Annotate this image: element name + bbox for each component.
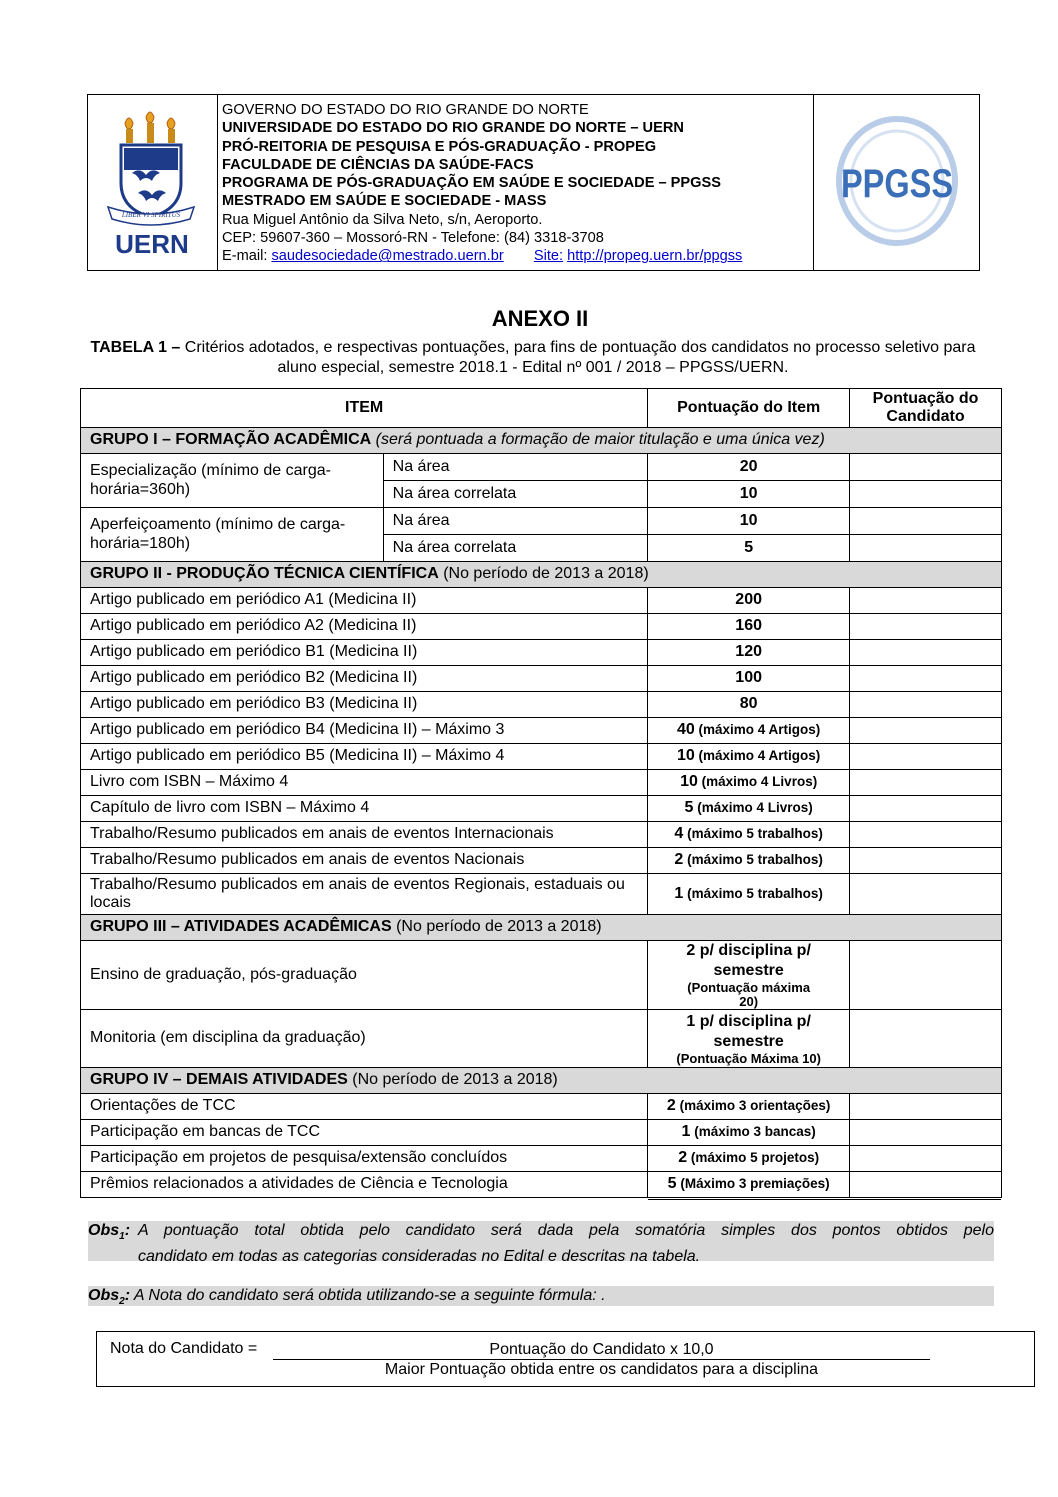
table-row bbox=[81, 454, 1002, 481]
row-item: Trabalho/Resumo publicados em anais de eventos Internacionais bbox=[81, 822, 648, 848]
row-points-note: (máximo 4 Artigos) bbox=[694, 722, 821, 738]
row-item: Capítulo de livro com ISBN – Máximo 4 bbox=[81, 796, 648, 822]
row-points-note: (máximo 4 Livros) bbox=[697, 774, 818, 790]
row-points-value: 200 bbox=[735, 591, 762, 609]
row-points-note: (máximo 3 orientações) bbox=[675, 1098, 831, 1114]
col-header-item: ITEM bbox=[81, 389, 648, 428]
row-item: Especialização (mínimo de carga-horária=360h) bbox=[81, 454, 384, 508]
obs2-text: A Nota do candidato será obtida utilizando-se a seguinte fórmula: . bbox=[130, 1287, 606, 1304]
email-link[interactable]: saudesociedade@mestrado.uern.br bbox=[271, 248, 504, 265]
table-row bbox=[81, 588, 1002, 614]
table-row bbox=[81, 1010, 1002, 1068]
caption-lead: TABELA 1 – bbox=[90, 339, 181, 356]
group-row bbox=[81, 562, 1002, 588]
obs2-sub: 2 bbox=[119, 1296, 125, 1308]
row-points-value: 120 bbox=[735, 643, 762, 661]
row-points bbox=[648, 744, 850, 770]
group-title: GRUPO I – FORMAÇÃO ACADÊMICA bbox=[90, 431, 372, 449]
row-points-note: (máximo 5 projetos) bbox=[687, 1150, 820, 1166]
header-line-3: PRÓ-REITORIA DE PESQUISA E PÓS-GRADUAÇÃO - PROPEG bbox=[222, 138, 657, 155]
obs1-line2: candidato em todas as categorias consideradas no Edital e descritas na tabela. bbox=[138, 1248, 701, 1266]
row-points-note: (máximo 3 bancas) bbox=[690, 1124, 816, 1140]
candidate-score-cell[interactable] bbox=[850, 692, 1002, 718]
group4-body bbox=[81, 1094, 1002, 1198]
candidate-score-cell[interactable] bbox=[850, 796, 1002, 822]
group-note: (No período de 2013 a 2018) bbox=[438, 565, 649, 583]
scoring-table bbox=[80, 388, 1002, 1198]
row-points-value: 2 p/ disciplina p/ semestre bbox=[686, 942, 811, 979]
table-row bbox=[81, 666, 1002, 692]
table-row bbox=[81, 508, 1002, 535]
obs1-line1: A pontuação total obtida pelo candidato será dada pela somatória simples dos pontos obtidos pelo bbox=[138, 1222, 994, 1239]
row-points bbox=[648, 1120, 850, 1146]
ppgss-logo-cell bbox=[814, 95, 979, 270]
row-points-value: 100 bbox=[735, 669, 762, 687]
table-row bbox=[81, 848, 1002, 874]
row-points-note: (máximo 4 Artigos) bbox=[694, 748, 821, 764]
header-line-2: UNIVERSIDADE DO ESTADO DO RIO GRANDE DO NORTE – UERN bbox=[222, 120, 684, 137]
row-points bbox=[648, 1094, 850, 1120]
obs1-sub: 1 bbox=[119, 1231, 125, 1243]
row-points-value: 5 bbox=[667, 1175, 677, 1193]
row-item: Participação em projetos de pesquisa/extensão concluídos bbox=[81, 1146, 648, 1172]
table-row bbox=[81, 692, 1002, 718]
candidate-score-cell[interactable] bbox=[850, 941, 1002, 1010]
group3-body bbox=[81, 941, 1002, 1068]
header-line-7: Rua Miguel Antônio da Silva Neto, s/n, Aeroporto. bbox=[222, 211, 543, 228]
row-points bbox=[648, 640, 850, 666]
table-row bbox=[81, 796, 1002, 822]
table-row bbox=[81, 874, 1002, 915]
row-points: 5 bbox=[648, 535, 850, 562]
row-points-value: 2 bbox=[674, 851, 684, 869]
candidate-score-cell[interactable] bbox=[850, 614, 1002, 640]
candidate-score-cell[interactable] bbox=[850, 1094, 1002, 1120]
formula-lhs: Nota do Candidato = bbox=[110, 1340, 258, 1357]
candidate-score-cell[interactable] bbox=[850, 874, 1002, 915]
row-item: Artigo publicado em periódico A1 (Medicina II) bbox=[81, 588, 648, 614]
row-item: Artigo publicado em periódico B1 (Medicina II) bbox=[81, 640, 648, 666]
row-item: Monitoria (em disciplina da graduação) bbox=[81, 1010, 648, 1068]
group-title: GRUPO IV – DEMAIS ATIVIDADES bbox=[90, 1071, 348, 1089]
candidate-score-cell[interactable] bbox=[850, 822, 1002, 848]
row-item: Prêmios relacionados a atividades de Ciência e Tecnologia bbox=[81, 1172, 648, 1198]
header-line-4: FACULDADE DE CIÊNCIAS DA SAÚDE-FACS bbox=[222, 156, 534, 173]
row-points-value: 10 bbox=[676, 747, 695, 765]
row-points bbox=[648, 692, 850, 718]
table-row bbox=[81, 1146, 1002, 1172]
row-points-value: 1 p/ disciplina p/ semestre bbox=[686, 1012, 811, 1050]
table-row bbox=[81, 770, 1002, 796]
group-row bbox=[81, 428, 1002, 454]
email-label: E-mail: bbox=[222, 248, 272, 265]
uern-logo-cell bbox=[88, 95, 218, 270]
table-row bbox=[81, 1172, 1002, 1198]
candidate-score-cell[interactable] bbox=[850, 666, 1002, 692]
candidate-score-cell[interactable] bbox=[850, 1146, 1002, 1172]
row-points-note: (Máximo 3 premiações) bbox=[676, 1176, 830, 1192]
row-subitem: Na área bbox=[383, 454, 648, 481]
group-row bbox=[81, 1068, 1002, 1094]
group-note: (No período de 2013 a 2018) bbox=[347, 1071, 558, 1089]
candidate-score-cell[interactable] bbox=[850, 588, 1002, 614]
contact-line bbox=[222, 247, 813, 265]
obs2-colon: : bbox=[124, 1287, 131, 1304]
row-item: Artigo publicado em periódico B4 (Medicina II) – Máximo 3 bbox=[81, 718, 648, 744]
candidate-score-cell[interactable] bbox=[850, 744, 1002, 770]
ppgss-logo-text: PPGSS bbox=[841, 162, 953, 206]
group-title: GRUPO II - PRODUÇÃO TÉCNICA CIENTÍFICA bbox=[90, 565, 439, 583]
candidate-score-cell[interactable] bbox=[850, 848, 1002, 874]
table-row bbox=[81, 744, 1002, 770]
row-points-value: 40 bbox=[676, 721, 695, 739]
row-item: Orientações de TCC bbox=[81, 1094, 648, 1120]
candidate-score-cell[interactable] bbox=[850, 508, 1002, 535]
header-line-5: PROGRAMA DE PÓS-GRADUAÇÃO EM SAÚDE E SOCIEDADE – PPGSS bbox=[222, 175, 721, 192]
row-points bbox=[648, 614, 850, 640]
row-points bbox=[648, 941, 850, 1010]
candidate-score-cell[interactable] bbox=[850, 1172, 1002, 1198]
row-points-value: 1 bbox=[674, 884, 684, 902]
row-points-value: 1 bbox=[681, 1123, 691, 1141]
group-title: GRUPO III – ATIVIDADES ACADÊMICAS bbox=[90, 918, 392, 936]
candidate-score-cell[interactable] bbox=[850, 454, 1002, 481]
row-points-value: 4 bbox=[674, 825, 684, 843]
col-header-candidate-points: Pontuação do Candidato bbox=[850, 389, 1002, 428]
row-points-value: 10 bbox=[680, 773, 698, 791]
row-points bbox=[648, 1146, 850, 1172]
row-item: Artigo publicado em periódico B3 (Medicina II) bbox=[81, 692, 648, 718]
site-link[interactable]: http://propeg.uern.br/ppgss bbox=[567, 248, 743, 265]
row-item: Aperfeiçoamento (mínimo de carga-horária=180h) bbox=[81, 508, 384, 562]
row-points bbox=[648, 796, 850, 822]
col-header-item-points: Pontuação do Item bbox=[648, 389, 850, 428]
row-subitem: Na área bbox=[383, 508, 648, 535]
group2-body bbox=[81, 588, 1002, 915]
header-line-6: MESTRADO EM SAÚDE E SOCIEDADE - MASS bbox=[222, 193, 547, 210]
site-label: Site: bbox=[533, 248, 564, 265]
table-row bbox=[81, 1094, 1002, 1120]
institution-info bbox=[218, 95, 814, 270]
row-item: Trabalho/Resumo publicados em anais de eventos Regionais, estaduais ou locais bbox=[81, 874, 648, 915]
row-subitem: Na área correlata bbox=[383, 535, 648, 562]
obs2-label: Obs bbox=[88, 1287, 120, 1304]
table-row bbox=[81, 822, 1002, 848]
table-row bbox=[81, 614, 1002, 640]
row-points-note: (Pontuação Máxima 10) bbox=[676, 1050, 821, 1066]
group-note: (será pontuada a formação de maior titulação e uma única vez) bbox=[371, 431, 825, 449]
table-row bbox=[81, 640, 1002, 666]
candidate-score-cell[interactable] bbox=[850, 535, 1002, 562]
candidate-score-cell[interactable] bbox=[850, 481, 1002, 508]
row-points bbox=[648, 1010, 850, 1068]
row-points-value: 5 bbox=[684, 799, 694, 817]
ppgss-logo bbox=[814, 95, 979, 272]
obs-2 bbox=[88, 1286, 994, 1306]
candidate-score-cell[interactable] bbox=[850, 770, 1002, 796]
row-subitem: Na área correlata bbox=[383, 481, 648, 508]
caption-text: Critérios adotados, e respectivas pontuações, para fins de pontuação dos candidatos no processo seletivo para aluno especial, semestre 2018.1 - Edital nº 001 / 2018 – PPGSS/UERN. bbox=[180, 339, 976, 376]
row-points bbox=[648, 770, 850, 796]
formula-denominator: Maior Pontuação obtida entre os candidatos para a disciplina bbox=[384, 1361, 819, 1378]
row-points bbox=[648, 822, 850, 848]
uern-logo bbox=[88, 95, 217, 272]
uern-logo-text: UERN bbox=[115, 229, 189, 259]
row-points: 20 bbox=[648, 454, 850, 481]
row-points bbox=[648, 1172, 850, 1198]
table-header-row bbox=[81, 389, 1002, 428]
row-points-value: 2 bbox=[678, 1149, 688, 1167]
group-note: (No período de 2013 a 2018) bbox=[391, 918, 602, 936]
candidate-score-cell[interactable] bbox=[850, 1120, 1002, 1146]
table-end-rule bbox=[648, 1199, 1001, 1200]
row-item: Livro com ISBN – Máximo 4 bbox=[81, 770, 648, 796]
table-caption bbox=[88, 338, 978, 377]
letterhead bbox=[87, 94, 980, 271]
header-line-1: GOVERNO DO ESTADO DO RIO GRANDE DO NORTE bbox=[222, 102, 589, 118]
row-points: 10 bbox=[648, 508, 850, 535]
annex-title: ANEXO II bbox=[491, 306, 589, 331]
row-points-note: (máximo 5 trabalhos) bbox=[683, 885, 823, 901]
candidate-score-cell[interactable] bbox=[850, 718, 1002, 744]
row-item: Ensino de graduação, pós-graduação bbox=[81, 941, 648, 1010]
row-item: Participação em bancas de TCC bbox=[81, 1120, 648, 1146]
uern-logo-motto: LIBER VI SPIRITUS bbox=[121, 211, 181, 219]
formula-box bbox=[96, 1331, 1035, 1387]
formula-numerator: Pontuação do Candidato x 10,0 bbox=[273, 1340, 930, 1360]
row-points bbox=[648, 718, 850, 744]
row-points-value: 80 bbox=[739, 695, 758, 713]
group-row bbox=[81, 915, 1002, 941]
table-row bbox=[81, 941, 1002, 1010]
row-item: Artigo publicado em periódico A2 (Medicina II) bbox=[81, 614, 648, 640]
obs1-label: Obs bbox=[88, 1222, 120, 1239]
obs1-colon: : bbox=[124, 1222, 131, 1239]
header-line-8: CEP: 59607-360 – Mossoró-RN - Telefone: (84) 3318-3708 bbox=[222, 230, 604, 247]
row-item: Trabalho/Resumo publicados em anais de eventos Nacionais bbox=[81, 848, 648, 874]
candidate-score-cell[interactable] bbox=[850, 640, 1002, 666]
table-row bbox=[81, 1120, 1002, 1146]
row-item: Artigo publicado em periódico B5 (Medicina II) – Máximo 4 bbox=[81, 744, 648, 770]
row-item: Artigo publicado em periódico B2 (Medicina II) bbox=[81, 666, 648, 692]
row-points: 10 bbox=[648, 481, 850, 508]
row-points-note: (Pontuação máxima 20) bbox=[687, 980, 811, 1009]
row-points bbox=[648, 666, 850, 692]
obs-1 bbox=[88, 1221, 994, 1266]
row-points-value: 2 bbox=[666, 1097, 676, 1115]
row-points-note: (máximo 4 Livros) bbox=[693, 800, 813, 816]
candidate-score-cell[interactable] bbox=[850, 1010, 1002, 1068]
table-row bbox=[81, 718, 1002, 744]
row-points bbox=[648, 874, 850, 915]
row-points bbox=[648, 848, 850, 874]
row-points-note: (máximo 5 trabalhos) bbox=[683, 826, 823, 842]
row-points bbox=[648, 588, 850, 614]
row-points-note: (máximo 5 trabalhos) bbox=[683, 852, 823, 868]
row-points-value: 160 bbox=[735, 617, 762, 635]
